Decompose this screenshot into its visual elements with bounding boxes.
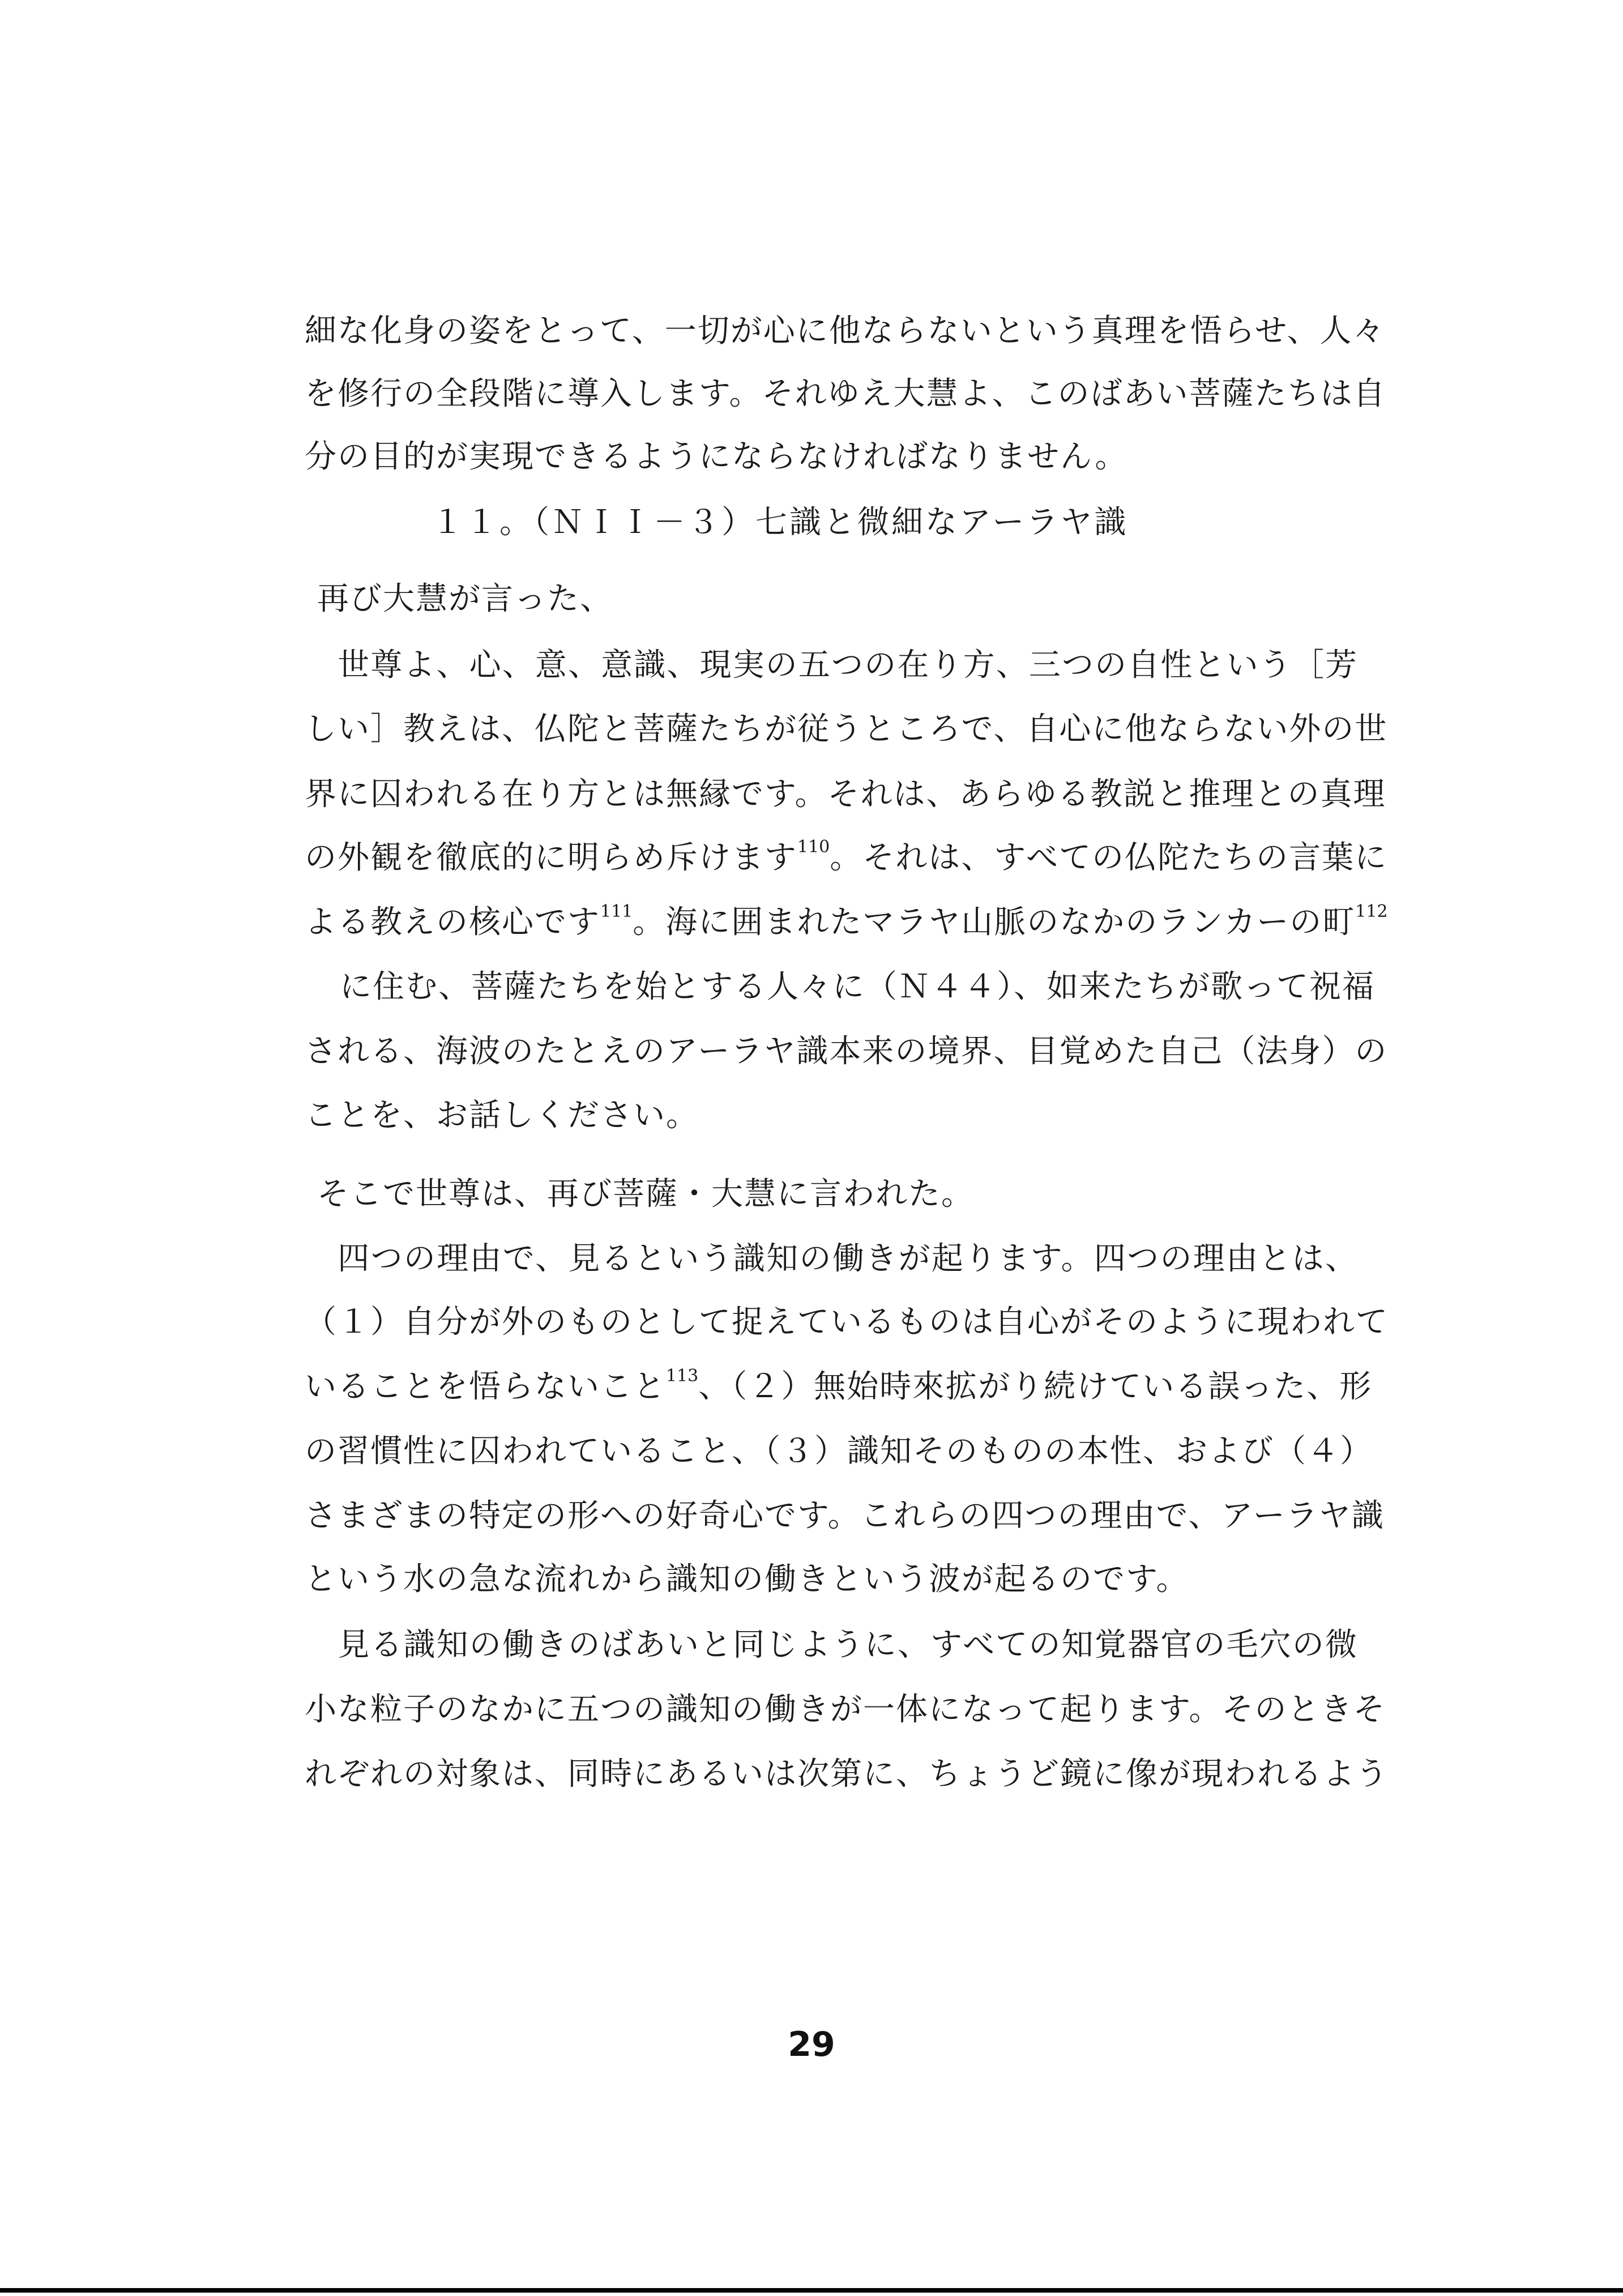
text-line: 小な粒子のなかに五つの識知の働きが一体になって起ります。そのときそ: [305, 1691, 1386, 1728]
footnote-ref: 110: [797, 837, 830, 857]
line-segment: よる教えの核心です: [305, 904, 600, 941]
text-line: れぞれの対象は、同時にあるいは次第に、ちょうど鏡に像が現われるよう: [305, 1756, 1389, 1793]
text-line: 世尊よ、心、意、意識、現実の五つの在り方、三つの自性という［芳: [305, 647, 1358, 684]
text-line: しい］教えは、仏陀と菩薩たちが従うところで、自心に他ならない外の世: [305, 711, 1388, 748]
footnote-ref: 112: [1355, 902, 1388, 921]
text-line: という水の急な流れから識知の働きという波が起るのです。: [305, 1561, 1189, 1598]
line-segment: 。それは、すべての仏陀たちの言葉に: [830, 839, 1388, 876]
footnote-ref: 113: [666, 1366, 699, 1386]
scan-edge-divider: [0, 2288, 1623, 2293]
line-segment: いることを悟らないこと: [305, 1368, 666, 1405]
speaker-line: 再び大慧が言った、: [317, 581, 613, 617]
text-line: 界に囚われる在り方とは無縁です。それは、あらゆる教説と推理との真理: [305, 776, 1386, 813]
line-segment: 。海に囲まれたマラヤ山脈のなかのランカーの町: [633, 904, 1356, 941]
text-line: 細な化身の姿をとって、一切が心に他ならないという真理を悟らせ、人々: [305, 313, 1386, 349]
text-line: 見る識知の働きのばあいと同じように、すべての知覚器官の毛穴の微: [305, 1627, 1358, 1663]
page-number: 29: [788, 2025, 835, 2064]
section-heading: １１。（ＮＩＩ－３）七識と微細なアーラヤ識: [432, 504, 1129, 541]
line-segment: の外観を徹底的に明らめ斥けます: [305, 839, 797, 876]
line-segment: 、（２）無始時來拡がり続けている誤った、形: [698, 1368, 1373, 1405]
text-line: ことを、お話しください。: [305, 1097, 699, 1134]
text-line: 四つの理由で、見るという識知の働きが起ります。四つの理由とは、: [305, 1240, 1358, 1277]
footnote-ref: 111: [600, 902, 633, 921]
text-line: の習慣性に囚われていること、（３）識知そのものの本性、および（４）: [305, 1433, 1373, 1470]
text-line: を修行の全段階に導入します。それゆえ大慧よ、このばあい菩薩たちは自: [305, 375, 1386, 412]
text-line: （１）自分が外のものとして捉えているものは自心がそのように現われて: [305, 1304, 1389, 1341]
text-line: される、海波のたとえのアーラヤ識本来の境界、目覚めた自己（法身）の: [305, 1033, 1388, 1070]
text-line: 分の目的が実現できるようにならなければなりません。: [305, 438, 1128, 475]
text-line: [305, 897, 1388, 948]
text-line: に住む、菩薩たちを始とする人々に（Ｎ４４）、如来たちが歌って祝福: [340, 968, 1375, 1005]
text-line: [305, 1362, 1373, 1412]
speaker-line: そこで世尊は、再び菩薩・大慧に言われた。: [317, 1176, 974, 1213]
text-line: さまざまの特定の形への好奇心です。これらの四つの理由で、アーラヤ識: [305, 1497, 1385, 1534]
text-line: [305, 833, 1388, 884]
